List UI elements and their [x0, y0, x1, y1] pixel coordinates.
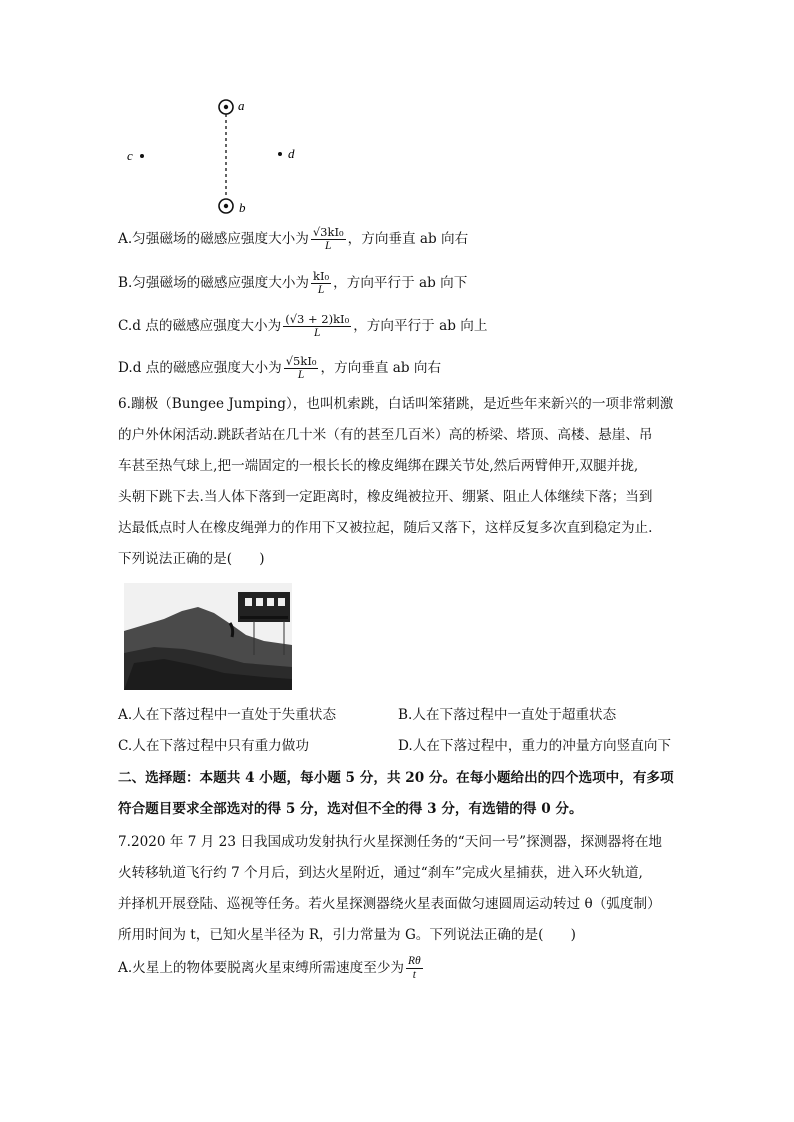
- q5-option-c: C.d 点的磁感应强度大小为 $\frac{\text{(√3 + 2)kI₀}}{L}$ ，方向平行于 ab 向上: [118, 312, 488, 339]
- q7-line: 并择机开展登陆、巡视等任务。若火星探测器绕火星表面做匀速圆周运动转过 θ（弧度制）: [118, 896, 661, 912]
- wire-a-icon: [219, 100, 233, 114]
- fraction: $\frac{\text{(√3 + 2)kI₀}}{L}$: [285, 312, 350, 339]
- q6-option-b: B.人在下落过程中一直处于超重状态: [398, 707, 617, 723]
- fraction: $\frac{\text{kI₀}}{L}$: [313, 269, 330, 296]
- q6-line: 6.蹦极（Bungee Jumping），也叫机索跳，白话叫笨猪跳，是近些年来新兴的一项非常刺激: [118, 396, 674, 412]
- label-c: c: [127, 148, 133, 163]
- label-b: b: [239, 200, 246, 215]
- q6-option-c: C.人在下落过程中只有重力做功: [118, 738, 309, 754]
- q6-line: 车甚至热气球上,把一端固定的一根长长的橡皮绳绑在踝关节处,然后两臂伸开,双腿并拢,: [118, 458, 639, 474]
- label-a: a: [238, 98, 245, 113]
- q5-option-d: D.d 点的磁感应强度大小为 $\frac{\text{√5kI₀}}{L}$ ，方向垂直 ab 向右: [118, 354, 442, 381]
- q7-line: 7.2020 年 7 月 23 日我国成功发射执行火星探测任务的“天问一号”探测器，探测器将在地: [118, 834, 663, 850]
- point-d-dot: [278, 152, 282, 156]
- q7-line: 所用时间为 t，已知火星半径为 R，引力常量为 G。下列说法正确的是( ): [118, 927, 576, 943]
- fraction: $\frac{R\theta}{t}$: [408, 955, 421, 981]
- wire-b-icon: [219, 199, 233, 213]
- q6-line: 的户外休闲活动.跳跃者站在几十米（有的甚至几百米）高的桥梁、塔顶、高楼、悬崖、吊: [118, 427, 653, 443]
- magnetic-field-diagram: [110, 90, 310, 220]
- q7-line: 火转移轨道飞行约 7 个月后，到达火星附近，通过“刹车”完成火星捕获，进入环火轨道,: [118, 865, 643, 881]
- q5-option-b: B.匀强磁场的磁感应强度大小为 $\frac{\text{kI₀}}{L}$ ，方向平行于 ab 向下: [118, 269, 468, 296]
- q6-option-d: D.人在下落过程中，重力的冲量方向竖直向下: [398, 738, 672, 754]
- section-2-heading: 符合题目要求全部选对的得 5 分，选对但不全的得 3 分，有选错的得 0 分。: [118, 801, 583, 817]
- q6-line: 头朝下跳下去.当人体下落到一定距离时，橡皮绳被拉开、绷紧、阻止人体继续下落；当到: [118, 489, 653, 505]
- bungee-photo: [124, 583, 292, 690]
- fraction: $\frac{\text{√5kI₀}}{L}$: [285, 354, 317, 381]
- point-c-dot: [140, 154, 144, 158]
- label-d: d: [288, 146, 295, 161]
- q6-line: 下列说法正确的是( ): [118, 551, 265, 567]
- section-2-heading: 二、选择题：本题共 4 小题，每小题 5 分，共 20 分。在每小题给出的四个选项中，有多项: [118, 770, 674, 786]
- q6-line: 达最低点时人在橡皮绳弹力的作用下又被拉起，随后又落下，这样反复多次直到稳定为止.: [118, 520, 653, 536]
- q7-option-a: A.火星上的物体要脱离火星束缚所需速度至少为 $\frac{R\theta}{t}$: [118, 955, 421, 981]
- q6-option-a: A.人在下落过程中一直处于失重状态: [118, 707, 337, 723]
- q5-option-a: A.匀强磁场的磁感应强度大小为 $\frac{\text{√3kI₀}}{L}$ ，方向垂直 ab 向右: [118, 225, 469, 252]
- fraction: $\frac{\text{√3kI₀}}{L}$: [312, 225, 344, 252]
